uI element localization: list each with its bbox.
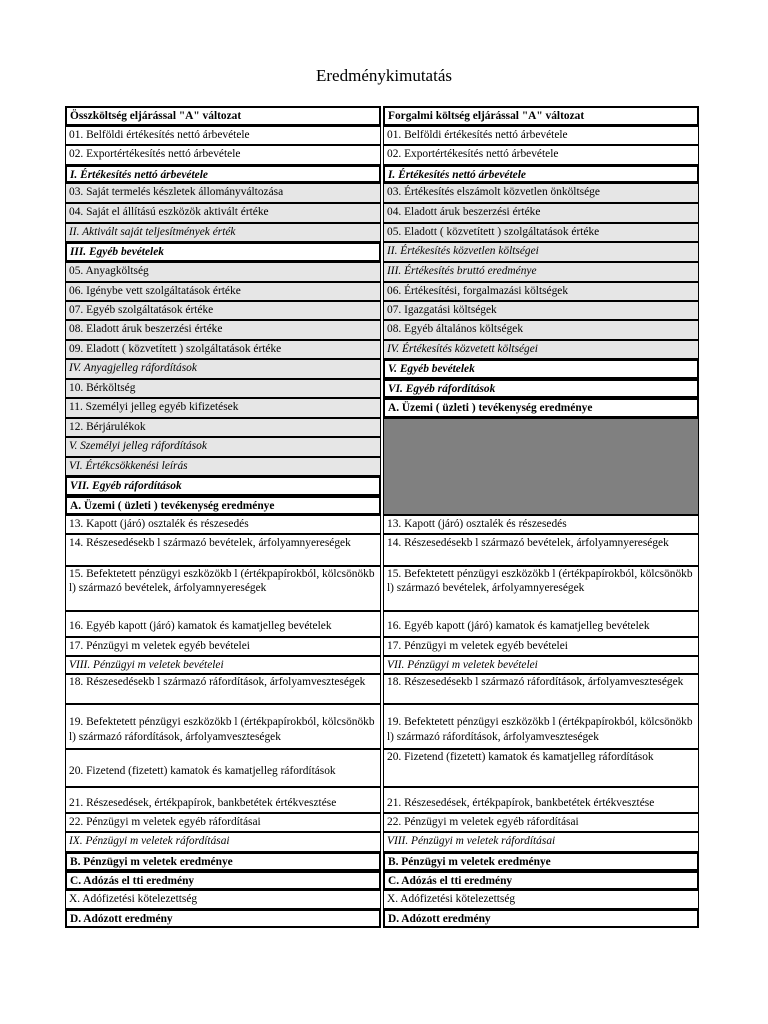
right-row-08: 08. Egyéb általános költségek: [383, 320, 699, 340]
left-row-08: 08. Eladott áruk beszerzési értéke: [65, 320, 381, 340]
left-row-10: 10. Bérköltség: [65, 379, 381, 398]
left-row-VII: VII. Egyéb ráfordítások: [65, 476, 381, 496]
left-row-III: III. Egyéb bevételek: [65, 242, 381, 262]
right-row-D: D. Adózott eredmény: [383, 909, 699, 928]
left-row-12: 12. Bérjárulékok: [65, 418, 381, 437]
left-row-07: 07. Egyéb szolgáltatások értéke: [65, 301, 381, 320]
left-row-02: 02. Exportértékesítés nettó árbevétele: [65, 145, 381, 165]
left-row-17: 17. Pénzügyi m veletek egyéb bevételei: [65, 637, 381, 656]
left-row-14: 14. Részesedésekb l származó bevételek, árfolyamnyereségek: [65, 534, 381, 566]
right-row-14: 14. Részesedésekb l származó bevételek, árfolyamnyereségek: [383, 534, 699, 566]
right-row-07: 07. Igazgatási költségek: [383, 301, 699, 320]
left-row-13: 13. Kapott (járó) osztalék és részesedés: [65, 515, 381, 534]
income-statement-table: [65, 106, 697, 928]
left-row-V: V. Személyi jelleg ráfordítások: [65, 437, 381, 457]
left-row-B: B. Pénzügyi m veletek eredménye: [65, 852, 381, 871]
right-row-15: 15. Befektetett pénzügyi eszközökb l (értékpapírokból, kölcsönökb l) származó bevételek, árfolyamnyereségek: [383, 566, 699, 611]
document-title: Eredménykimutatás: [316, 66, 452, 85]
left-row-21: 21. Részesedések, értékpapírok, bankbetétek értékvesztése: [65, 787, 381, 813]
left-row-04: 04. Saját el állítású eszközök aktivált értéke: [65, 203, 381, 223]
right-row-VI: VI. Egyéb ráfordítások: [383, 379, 699, 398]
left-row-05: 05. Anyagköltség: [65, 262, 381, 282]
right-row-V: V. Egyéb bevételek: [383, 359, 699, 379]
right-row-18: 18. Részesedésekb l származó ráfordítások, árfolyamveszteségek: [383, 674, 699, 704]
right-row-03: 03. Értékesítés elszámolt közvetlen önköltsége: [383, 183, 699, 203]
left-row-11: 11. Személyi jelleg egyéb kifizetések: [65, 398, 381, 418]
right-row-VIII: VIII. Pénzügyi m veletek ráfordításai: [383, 832, 699, 852]
left-row-15: 15. Befektetett pénzügyi eszközökb l (értékpapírokból, kölcsönökb l) származó bevételek, árfolyamnyereségek: [65, 566, 381, 611]
left-row-C: C. Adózás el tti eredmény: [65, 871, 381, 890]
right-row-17: 17. Pénzügyi m veletek egyéb bevételei: [383, 637, 699, 656]
right-row-VII: VII. Pénzügyi m veletek bevételei: [383, 656, 699, 674]
left-row-16: 16. Egyéb kapott (járó) kamatok és kamatjelleg bevételek: [65, 611, 381, 637]
left-row-IX: IX. Pénzügyi m veletek ráfordításai: [65, 832, 381, 852]
left-row-I: I. Értékesítés nettó árbevétele: [65, 165, 381, 183]
right-row-16: 16. Egyéb kapott (járó) kamatok és kamatjelleg bevételek: [383, 611, 699, 637]
left-row-18: 18. Részesedésekb l származó ráfordítások, árfolyamveszteségek: [65, 674, 381, 704]
right-row-13: 13. Kapott (járó) osztalék és részesedés: [383, 515, 699, 534]
right-row-I: I. Értékesítés nettó árbevétele: [383, 165, 699, 183]
left-row-IV: IV. Anyagjelleg ráfordítások: [65, 359, 381, 379]
left-row-VIII: VIII. Pénzügyi m veletek bevételei: [65, 656, 381, 674]
left-row-X: X. Adófizetési kötelezettség: [65, 890, 381, 909]
right-row-A: A. Üzemi ( üzleti ) tevékenység eredménye: [383, 398, 699, 418]
left-row-09: 09. Eladott ( közvetített ) szolgáltatások értéke: [65, 340, 381, 359]
left-row-20: 20. Fizetend (fizetett) kamatok és kamatjelleg ráfordítások: [65, 749, 381, 787]
left-row-22: 22. Pénzügyi m veletek egyéb ráfordításai: [65, 813, 381, 832]
right-row-II: II. Értékesítés közvetlen költségei: [383, 242, 699, 262]
left-row-19: 19. Befektetett pénzügyi eszközökb l (értékpapírokból, kölcsönökb l) származó ráfordítások, árfolyamveszteségek: [65, 704, 381, 749]
right-row-02: 02. Exportértékesítés nettó árbevétele: [383, 145, 699, 165]
left-row-VI: VI. Értékcsökkenési leírás: [65, 457, 381, 476]
left-row-01: 01. Belföldi értékesítés nettó árbevétele: [65, 126, 381, 145]
left-column-header: Összköltség eljárással "A" változat: [65, 106, 381, 126]
right-row-05: 05. Eladott ( közvetített ) szolgáltatások értéke: [383, 223, 699, 242]
right-row-B: B. Pénzügyi m veletek eredménye: [383, 852, 699, 871]
right-row-III: III. Értékesítés bruttó eredménye: [383, 262, 699, 282]
right-row-IV: IV. Értékesítés közvetett költségei: [383, 340, 699, 359]
left-row-II: II. Aktivált saját teljesítmények érték: [65, 223, 381, 242]
right-row-01: 01. Belföldi értékesítés nettó árbevétele: [383, 126, 699, 145]
right-row-C: C. Adózás el tti eredmény: [383, 871, 699, 890]
empty-grey-block: [383, 418, 699, 515]
left-row-A: A. Üzemi ( üzleti ) tevékenység eredménye: [65, 496, 381, 515]
right-row-20: 20. Fizetend (fizetett) kamatok és kamatjelleg ráfordítások: [383, 749, 699, 787]
right-column-header: Forgalmi költség eljárással "A" változat: [383, 106, 699, 126]
right-row-06: 06. Értékesítési, forgalmazási költségek: [383, 282, 699, 301]
left-row-03: 03. Saját termelés készletek állományváltozása: [65, 183, 381, 203]
right-row-22: 22. Pénzügyi m veletek egyéb ráfordításai: [383, 813, 699, 832]
right-row-19: 19. Befektetett pénzügyi eszközökb l (értékpapírokból, kölcsönökb l) származó ráfordítások, árfolyamveszteségek: [383, 704, 699, 749]
right-row-21: 21. Részesedések, értékpapírok, bankbetétek értékvesztése: [383, 787, 699, 813]
right-row-04: 04. Eladott áruk beszerzési értéke: [383, 203, 699, 223]
left-row-06: 06. Igénybe vett szolgáltatások értéke: [65, 282, 381, 301]
left-row-D: D. Adózott eredmény: [65, 909, 381, 928]
right-row-X: X. Adófizetési kötelezettség: [383, 890, 699, 909]
